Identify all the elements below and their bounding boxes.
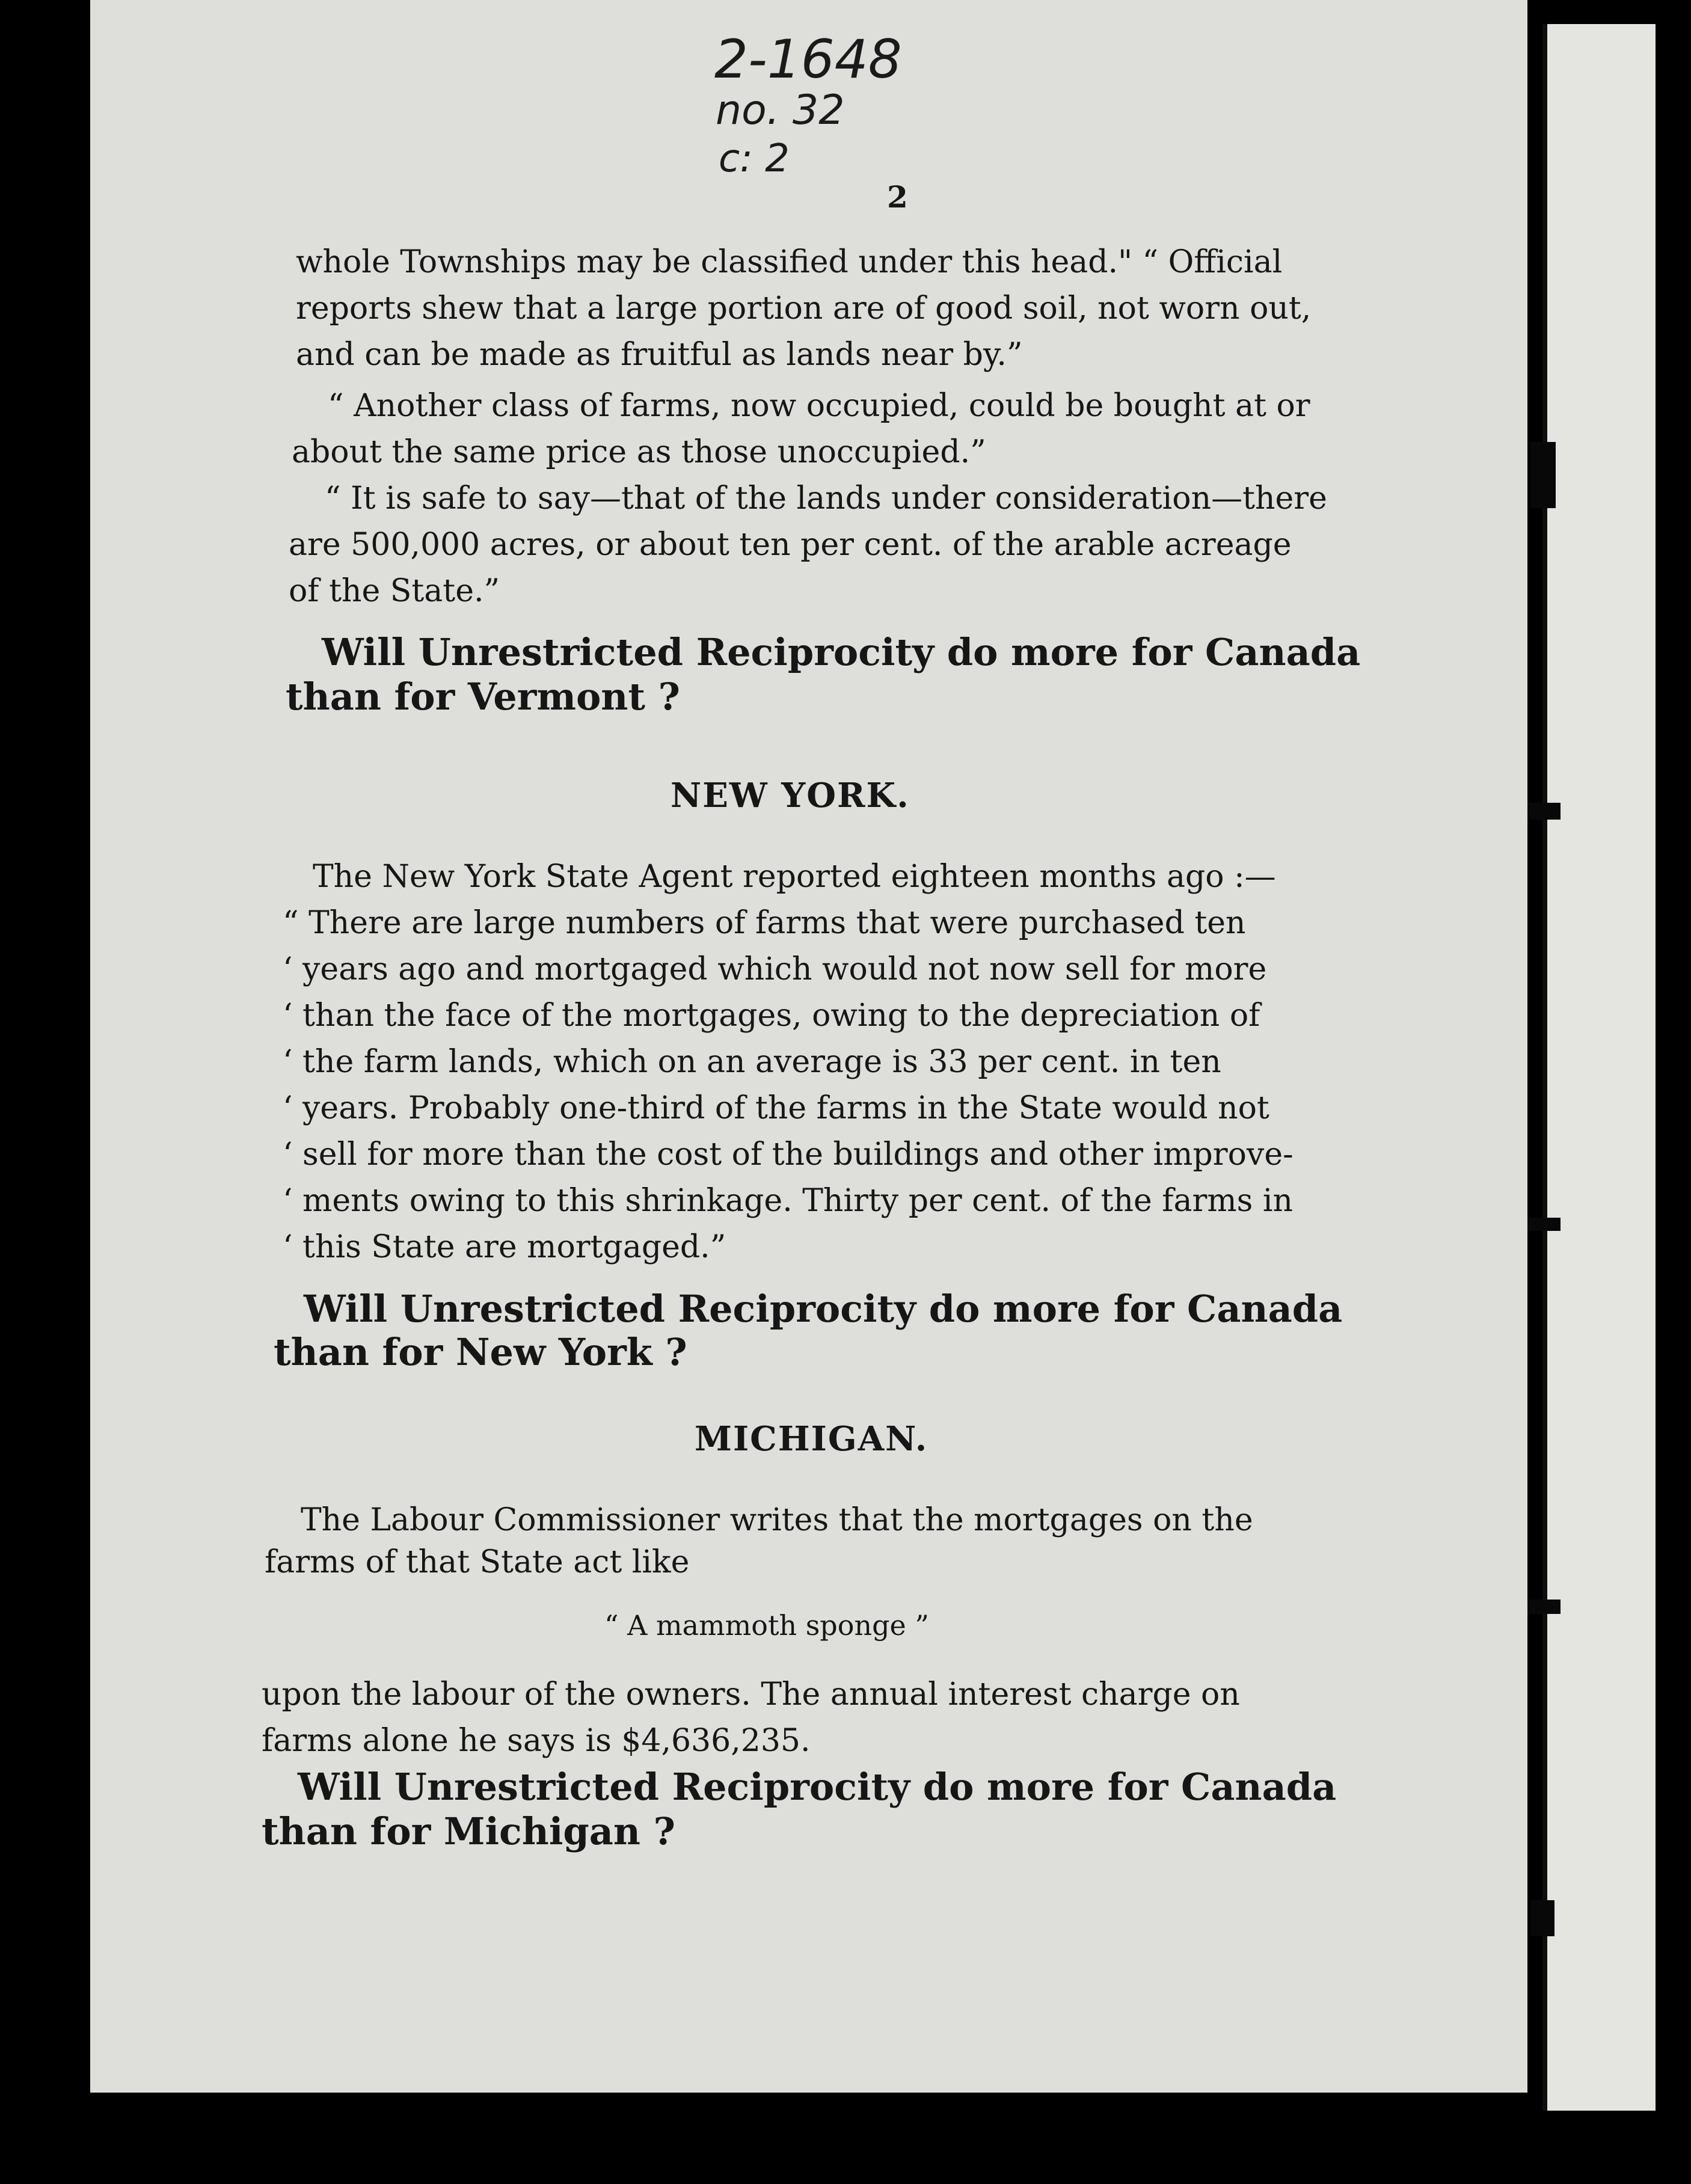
reciprocity-question (304, 1287, 1342, 1331)
binding-mark (1530, 442, 1556, 508)
question-line: Will Unrestricted Reciprocity do more for Canada (298, 1765, 1337, 1809)
body-paragraph (301, 1497, 1253, 1544)
text-line: “ Another class of farms, now occupied, could be bought at or (328, 388, 1310, 424)
text-line: “ It is safe to say—that of the lands under consideration—there (325, 480, 1327, 517)
text-line: reports shew that a large portion are of good soil, not worn out, (296, 290, 1312, 327)
section-heading: NEW YORK. (671, 776, 910, 815)
body-paragraph (265, 1539, 689, 1586)
binding-mark (1527, 1600, 1561, 1614)
text-line: ‘ than the face of the mortgages, owing to the depreciation of (283, 998, 1260, 1034)
text-line: “ There are large numbers of farms that were purchased ten (283, 905, 1246, 941)
body-paragraph (289, 522, 1292, 615)
handwritten-note-line: c: 2 (719, 136, 790, 181)
question-line: than for New York ? (274, 1330, 687, 1374)
quote-line (604, 1603, 929, 1649)
body-paragraph (313, 854, 1276, 900)
text-line: about the same price as those unoccupied.” (292, 434, 986, 470)
text-line: of the State.” (289, 573, 500, 609)
handwritten-note-line: 2-1648 (714, 28, 902, 90)
text-line: ‘ years. Probably one-third of the farms in the State would not (283, 1090, 1269, 1126)
reciprocity-question (286, 675, 680, 719)
text-line: ‘ years ago and mortgaged which would not now sell for more (283, 951, 1267, 987)
question-line: than for Vermont ? (286, 675, 680, 719)
body-paragraph (328, 383, 1310, 429)
handwritten-note-line: no. 32 (716, 87, 845, 134)
body-paragraph (292, 429, 986, 476)
body-paragraph (325, 476, 1327, 522)
reciprocity-question (262, 1809, 675, 1854)
binding-mark (1527, 803, 1561, 820)
adjacent-leaf-edge (1542, 24, 1656, 2111)
text-line: farms of that State act like (265, 1544, 690, 1580)
body-paragraph (283, 900, 1294, 1271)
text-line: ‘ this State are mortgaged.” (283, 1229, 726, 1265)
page-number: 2 (887, 179, 908, 215)
body-paragraph (262, 1672, 1240, 1764)
text-line: “ A mammoth sponge ” (604, 1609, 929, 1642)
body-paragraph (296, 239, 1311, 378)
text-line: The New York State Agent reported eighteen months ago :— (313, 859, 1276, 895)
question-line: than for Michigan ? (262, 1809, 675, 1853)
text-line: and can be made as fruitful as lands near by.” (296, 337, 1023, 373)
binding-mark (1524, 1218, 1561, 1231)
text-line: The Labour Commissioner writes that the mortgages on the (301, 1502, 1253, 1538)
question-line: Will Unrestricted Reciprocity do more for Canada (322, 630, 1361, 674)
binding-mark (1530, 1900, 1554, 1936)
text-line: ‘ sell for more than the cost of the buildings and other improve- (283, 1136, 1294, 1173)
text-line: ‘ the farm lands, which on an average is 33 per cent. in ten (283, 1044, 1221, 1080)
text-line: ‘ ments owing to this shrinkage. Thirty per cent. of the farms in (283, 1183, 1294, 1219)
document-page (90, 0, 1527, 2093)
text-line: are 500,000 acres, or about ten per cent. of the arable acreage (289, 527, 1292, 563)
reciprocity-question (322, 630, 1360, 675)
reciprocity-question (298, 1765, 1336, 1809)
reciprocity-question (274, 1330, 687, 1375)
text-line: whole Townships may be classified under this head." “ Official (296, 244, 1283, 280)
text-line: upon the labour of the owners. The annual interest charge on (262, 1676, 1240, 1713)
text-line: farms alone he says is $4,636,235. (262, 1723, 811, 1759)
section-heading: MICHIGAN. (695, 1419, 928, 1459)
question-line: Will Unrestricted Reciprocity do more for Canada (304, 1287, 1343, 1331)
